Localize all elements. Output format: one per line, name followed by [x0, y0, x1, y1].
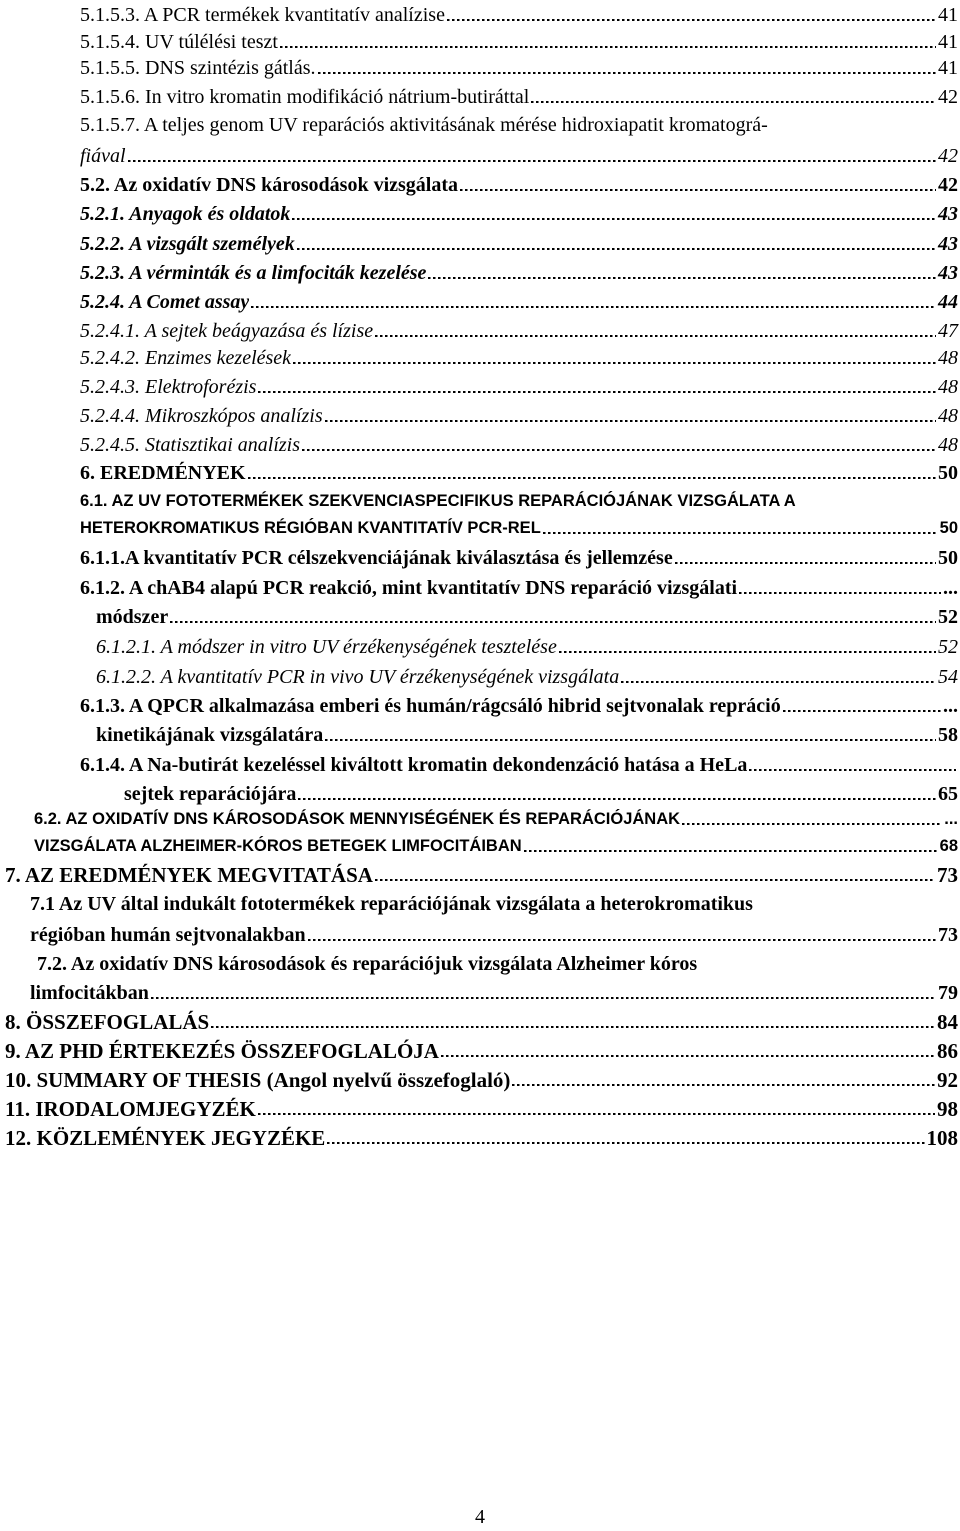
toc-entry[interactable]: [34, 806, 958, 832]
toc-entry-page: 73: [938, 924, 958, 946]
toc-leader: [375, 879, 935, 881]
toc-leader: [543, 532, 938, 534]
toc-entry-page: 43: [938, 233, 958, 255]
toc-entry[interactable]: [80, 545, 958, 571]
toc-leader: [327, 1142, 924, 1144]
toc-entry-title: VIZSGÁLATA ALZHEIMER-KÓROS BETEGEK LIMFOCITÁIBAN: [34, 837, 522, 855]
toc-entry[interactable]: [80, 432, 958, 458]
toc-leader: [375, 335, 936, 337]
toc-entry-page: 98: [937, 1097, 958, 1121]
toc-leader: [460, 189, 936, 191]
toc-leader: [682, 823, 942, 825]
toc-entry-title: 5.1.5.6. In vitro kromatin modifikáció nátrium-butiráttal: [80, 86, 530, 108]
toc-entry[interactable]: [30, 980, 958, 1006]
toc-entry-title: 10. SUMMARY OF THESIS (Angol nyelvű összefoglaló): [5, 1068, 511, 1092]
toc-leader: [128, 160, 936, 162]
toc-entry-page: 48: [938, 376, 958, 398]
toc-leader: [248, 477, 936, 479]
toc-leader: [298, 798, 936, 800]
toc-entry-title: 5.2.3. A vérminták és a limfociták kezelése: [80, 262, 427, 284]
toc-entry[interactable]: [5, 1125, 958, 1151]
toc-leader: [293, 362, 936, 364]
toc-entry-title: 6.1. AZ UV FOTOTERMÉKEK SZEKVENCIASPECIFIKUS REPARÁCIÓJÁNAK VIZSGÁLATA A: [80, 492, 796, 510]
toc-entry-title: 6.1.2.2. A kvantitatív PCR in vivo UV érzékenységének vizsgálata: [96, 666, 620, 688]
toc-leader: [621, 681, 936, 683]
toc-leader: [428, 277, 936, 279]
toc-entry[interactable]: [80, 693, 958, 719]
toc-entry-page: ...: [944, 810, 958, 828]
toc-entry-title: 5.2.4. A Comet assay: [80, 291, 250, 313]
toc-entry-page: 84: [937, 1010, 958, 1034]
toc-entry-title: 11. IRODALOMJEGYZÉK: [5, 1097, 256, 1121]
toc-entry-title: limfocitákban: [30, 982, 149, 1004]
toc-entry-title: 6.1.1.A kvantitatív PCR célszekvenciájának kiválasztása és jellemzése: [80, 547, 673, 569]
toc-entry[interactable]: [80, 112, 958, 138]
toc-entry[interactable]: [96, 634, 958, 660]
toc-entry-title: 5.1.5.5. DNS szintézis gátlás.: [80, 57, 316, 79]
toc-entry[interactable]: [96, 664, 958, 690]
toc-entry-title: fiával: [80, 145, 126, 167]
toc-entry[interactable]: [5, 1096, 958, 1122]
toc-entry-title: 5.2.2. A vizsgált személyek: [80, 233, 295, 255]
toc-leader: [170, 621, 936, 623]
toc-leader: [258, 1113, 935, 1115]
toc-entry[interactable]: [34, 833, 958, 859]
toc-entry-page: 48: [938, 434, 958, 456]
toc-leader: [280, 46, 936, 48]
toc-entry-page: 52: [938, 636, 958, 658]
toc-entry-title: 5.2. Az oxidatív DNS károsodások vizsgálata: [80, 174, 459, 196]
toc-leader: [559, 651, 936, 653]
toc-entry[interactable]: [80, 575, 958, 601]
toc-entry[interactable]: [80, 260, 958, 286]
toc-entry[interactable]: [5, 1038, 958, 1064]
toc-entry-title: 7. AZ EREDMÉNYEK MEGVITATÁSA: [5, 863, 373, 887]
toc-entry[interactable]: [5, 862, 958, 888]
toc-entry-page: 65: [938, 783, 958, 805]
toc-entry-title: sejtek reparációjára: [124, 783, 297, 805]
toc-leader: [308, 939, 936, 941]
toc-leader: [211, 1026, 935, 1028]
toc-entry[interactable]: [80, 460, 958, 486]
toc-entry-page: 79: [938, 982, 958, 1004]
toc-entry-page: 41: [938, 57, 958, 79]
toc-entry-page: 86: [937, 1039, 958, 1063]
toc-entry[interactable]: [80, 318, 958, 344]
toc-leader: [251, 306, 936, 308]
toc-entry-page: 48: [938, 405, 958, 427]
page-number: 4: [475, 1506, 485, 1528]
toc-entry[interactable]: [5, 1067, 958, 1093]
toc-entry-page: 42: [938, 145, 958, 167]
toc-entry-title: 6.2. AZ OXIDATÍV DNS KÁROSODÁSOK MENNYISÉGÉNEK ÉS REPARÁCIÓJÁNAK: [34, 810, 681, 828]
toc-leader: [512, 1084, 935, 1086]
toc-entry-page: 52: [938, 606, 958, 628]
toc-entry-title: 6. EREDMÉNYEK: [80, 462, 246, 484]
toc-leader: [675, 562, 936, 564]
toc-entry-page: 50: [938, 462, 958, 484]
toc-entry-page: 58: [938, 724, 958, 746]
toc-entry[interactable]: [80, 374, 958, 400]
toc-entry[interactable]: [80, 752, 958, 778]
toc-entry[interactable]: [96, 722, 958, 748]
toc-entry-title: 6.1.2.1. A módszer in vitro UV érzékenységének tesztelése: [96, 636, 557, 658]
toc-entry-title: módszer: [96, 606, 169, 628]
toc-entry-title: 5.2.4.3. Elektroforézis: [80, 376, 257, 398]
toc-entry-title: 5.2.4.5. Statisztikai analízis: [80, 434, 301, 456]
toc-entry[interactable]: [80, 231, 958, 257]
toc-entry[interactable]: [80, 488, 958, 514]
toc-entry[interactable]: [96, 604, 958, 630]
toc-entry[interactable]: [37, 951, 958, 977]
toc-entry-page: 47: [938, 320, 958, 342]
toc-leader: [258, 391, 936, 393]
toc-entry-page: 41: [938, 4, 958, 26]
toc-entry-title: 9. AZ PHD ÉRTEKEZÉS ÖSSZEFOGLALÓJA: [5, 1039, 439, 1063]
toc-entry-title: 5.2.4.4. Mikroszkópos analízis: [80, 405, 323, 427]
toc-entry[interactable]: [30, 922, 958, 948]
toc-entry-title: 5.1.5.3. A PCR termékek kvantitatív analízise: [80, 4, 445, 26]
toc-entry-page: 48: [938, 347, 958, 369]
toc-entry[interactable]: [80, 2, 958, 28]
toc-entry-page: 41: [938, 31, 958, 53]
toc-entry-title: 5.1.5.4. UV túlélési teszt: [80, 31, 278, 53]
toc-entry[interactable]: [5, 1009, 958, 1035]
toc-entry-page: 68: [939, 837, 958, 855]
toc-entry[interactable]: [80, 403, 958, 429]
toc-entry-title: 6.1.4. A Na-butirát kezeléssel kiváltott kromatin dekondenzáció hatása a HeLa: [80, 754, 748, 776]
toc-leader: [325, 420, 936, 422]
toc-entry-page: 42: [938, 174, 958, 196]
toc-entry[interactable]: [80, 201, 958, 227]
toc-leader: [524, 850, 938, 852]
toc-entry-page: 50: [938, 547, 958, 569]
toc-entry-title: 8. ÖSSZEFOGLALÁS: [5, 1010, 210, 1034]
toc-entry[interactable]: [124, 781, 958, 807]
toc-entry[interactable]: [30, 891, 958, 917]
toc-leader: [292, 218, 936, 220]
toc-entry-title: 5.1.5.7. A teljes genom UV reparációs aktivitásának mérése hidroxiapatit kromatográ-: [80, 114, 768, 136]
toc-entry-title: kinetikájának vizsgálatára: [96, 724, 324, 746]
toc-leader: [447, 19, 936, 21]
toc-entry[interactable]: [80, 289, 958, 315]
toc-entry-title: régióban humán sejtvonalakban: [30, 924, 306, 946]
toc-entry-title: 6.1.3. A QPCR alkalmazása emberi és humán/rágcsáló hibrid sejtvonalak repráció: [80, 695, 781, 717]
toc-entry-page: 92: [937, 1068, 958, 1092]
toc-leader: [325, 739, 936, 741]
toc-entry-title: 5.2.4.1. A sejtek beágyazása és lízise: [80, 320, 374, 342]
toc-leader: [749, 769, 956, 771]
toc-entry-page: 44: [938, 291, 958, 313]
toc-entry-title: HETEROKROMATIKUS RÉGIÓBAN KVANTITATÍV PCR-REL: [80, 519, 541, 537]
toc-entry-page: 73: [937, 863, 958, 887]
toc-leader: [318, 72, 936, 74]
toc-entry[interactable]: [80, 515, 958, 541]
toc-entry-page: 43: [938, 203, 958, 225]
toc-entry[interactable]: [80, 84, 958, 110]
toc-leader: [297, 248, 936, 250]
toc-entry-title: 7.2. Az oxidatív DNS károsodások és reparációjuk vizsgálata Alzheimer kóros: [37, 953, 698, 975]
toc-entry-title: 5.2.4.2. Enzimes kezelések: [80, 347, 292, 369]
toc-entry-page: 54: [938, 666, 958, 688]
toc-entry-title: 12. KÖZLEMÉNYEK JEGYZÉKE: [5, 1126, 326, 1150]
toc-entry-page: 108: [926, 1126, 958, 1150]
toc-entry[interactable]: [80, 29, 958, 55]
toc-entry[interactable]: [80, 345, 958, 371]
toc-leader: [739, 592, 941, 594]
toc-entry-title: 6.1.2. A chAB4 alapú PCR reakció, mint kvantitatív DNS reparáció vizsgálati: [80, 577, 738, 599]
toc-leader: [302, 449, 936, 451]
toc-leader: [531, 101, 936, 103]
toc-entry-page: ...: [943, 577, 958, 599]
toc-entry-page: 50: [939, 519, 958, 537]
toc-entry-page: 43: [938, 262, 958, 284]
toc-leader: [151, 997, 936, 999]
toc-entry-page: 42: [938, 86, 958, 108]
toc-leader: [783, 710, 941, 712]
toc-entry[interactable]: [80, 143, 958, 169]
toc-entry[interactable]: [80, 172, 958, 198]
toc-entry[interactable]: [80, 55, 958, 81]
toc-entry-title: 5.2.1. Anyagok és oldatok: [80, 203, 291, 225]
toc-leader: [441, 1055, 935, 1057]
toc-entry-page: ...: [943, 695, 958, 717]
toc-entry-title: 7.1 Az UV által indukált fototermékek reparációjának vizsgálata a heterokromatikus: [30, 893, 753, 915]
